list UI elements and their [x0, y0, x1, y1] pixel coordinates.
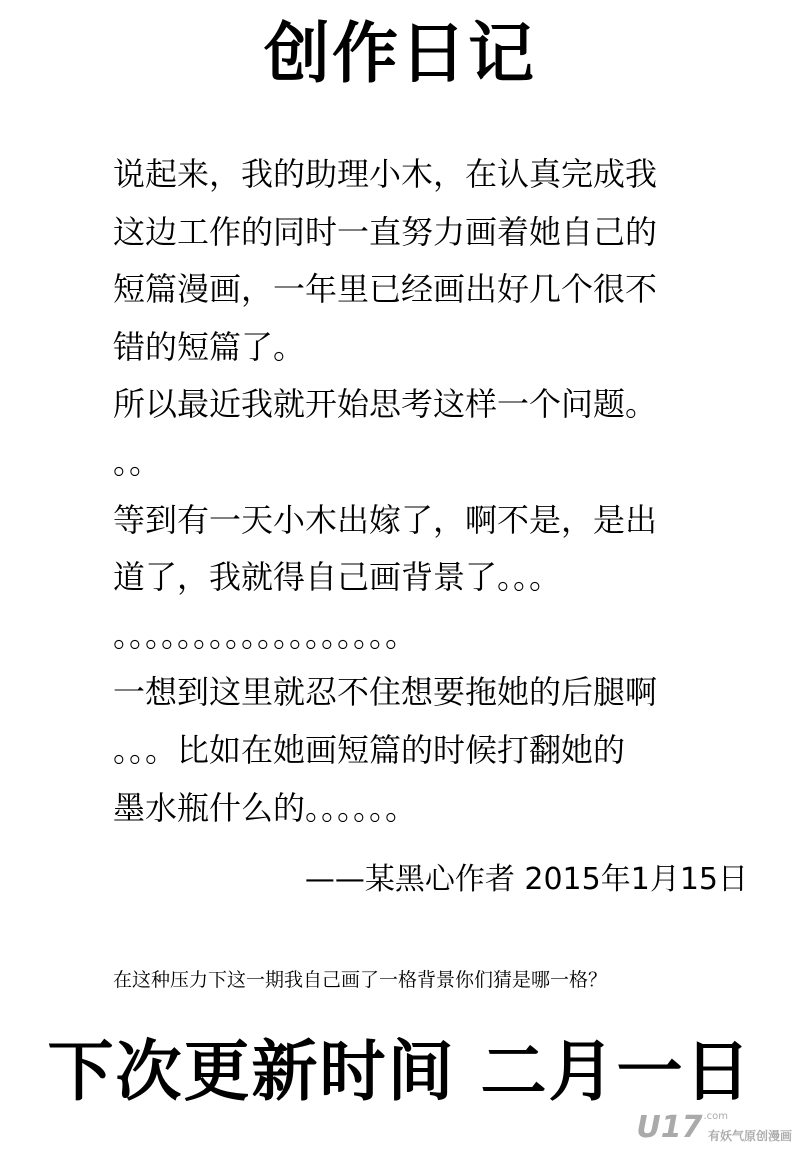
diary-body — [113, 146, 713, 837]
body-line: 所以最近我就开始思考这样一个问题。 — [113, 385, 658, 424]
body-line: 。。。。。。。。。。。。。。。。。。 — [113, 615, 418, 654]
reader-question: 在这种压力下这一期我自己画了一格背景你们猜是哪一格？ — [113, 969, 608, 991]
logo-domain: .com — [703, 1111, 728, 1122]
body-line: 。。。比如在她画短篇的时候打翻她的 — [113, 730, 626, 769]
u17-logo — [636, 1111, 792, 1147]
body-line: 这边工作的同时一直努力画着她自己的 — [113, 212, 658, 251]
body-line: 。。 — [113, 442, 162, 481]
logo-tagline: 有妖气原创漫画 — [707, 1129, 792, 1143]
body-line: 等到有一天小木出嫁了，啊不是，是出 — [113, 500, 658, 539]
body-line: 一想到这里就忍不住想要拖她的后腿啊 — [113, 673, 658, 712]
page-title: 创作日记 — [264, 15, 536, 92]
body-line: 错的短篇了。 — [113, 327, 306, 366]
next-update-banner: 下次更新时间 二月一日 — [47, 1033, 753, 1110]
body-line: 道了，我就得自己画背景了。。。 — [113, 558, 562, 597]
body-line: 短篇漫画，一年里已经画出好几个很不 — [113, 270, 658, 309]
body-line: 墨水瓶什么的。。。。。。 — [113, 788, 418, 827]
body-line: 说起来，我的助理小木，在认真完成我 — [113, 155, 658, 193]
signature: ——某黑心作者 2015年1月15日 — [304, 862, 748, 897]
logo-mark: U17 — [636, 1110, 703, 1145]
